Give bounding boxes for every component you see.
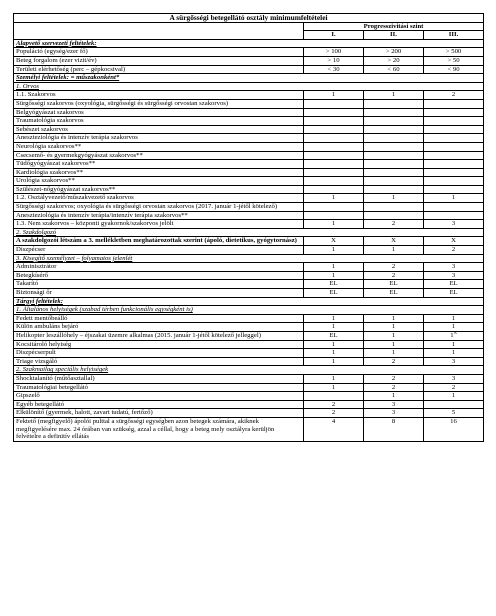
level-3-value	[424, 417, 484, 441]
row-label: Helikopter leszállóhely – éjszakai üzemre alkalmas (2015. január 1-jétől kötelező jelleggel)	[14, 331, 304, 340]
header-blank-cell	[14, 22, 304, 39]
level-3-value	[424, 99, 484, 108]
level-3-value	[424, 203, 484, 212]
cell-value: 2	[391, 220, 396, 228]
table-row	[14, 160, 484, 169]
cell-value: > 200	[385, 48, 402, 56]
level-1-value	[304, 211, 364, 220]
cell-value: EL	[449, 280, 458, 288]
level-3-value	[424, 160, 484, 169]
level-2-value	[364, 211, 424, 220]
level-2-value	[364, 117, 424, 126]
level-2-value	[364, 203, 424, 212]
level-3-value	[424, 91, 484, 100]
level-1-value	[304, 142, 364, 151]
table-row	[14, 349, 484, 358]
cell-value: 1	[451, 392, 456, 400]
table-row	[14, 392, 484, 401]
cell-value: < 90	[447, 65, 460, 73]
row-label: Neurológia szakorvos**	[14, 142, 304, 151]
cell-value: 1	[391, 246, 396, 254]
level-1-value	[304, 357, 364, 366]
level-2-value	[364, 349, 424, 358]
table-row	[14, 211, 484, 220]
level-2-value	[364, 99, 424, 108]
row-label: Gipszelő	[14, 392, 304, 401]
level-1-value	[304, 289, 364, 298]
cell-value: X	[451, 237, 456, 245]
row-label: Fektető (megfigyelő) ápolói pulttal a sürgősségi egységben azon betegek számára, akiknek megfigyelésére max. 24 órában van szükség, azzal a céllal, hogy a beteg mely osztályra kerüljön felvételre a definitív ellátás	[14, 417, 304, 441]
cell-value: > 10	[327, 56, 340, 64]
row-label: Tüdőgyógyászat szakorvos**	[14, 160, 304, 169]
cell-value: 1	[331, 271, 336, 279]
level-3-value	[424, 340, 484, 349]
cell-value: EL	[449, 289, 458, 296]
level-1-value	[304, 65, 364, 74]
level-1-value	[304, 314, 364, 323]
level-2-value	[364, 383, 424, 392]
section-heading: 2. Szakdolgozó	[14, 228, 484, 237]
level-1-value	[304, 220, 364, 229]
level-2-value	[364, 108, 424, 117]
table-row	[14, 323, 484, 332]
row-label: Aneszteziológia és intenzív terápia/intenzív terápia szakorvos**	[14, 211, 304, 220]
row-label: Sürgősségi szakorvos; oxyológia és sürgősségi orvostan szakorvos (2017. január 1-jétől kötelező)	[14, 203, 304, 212]
row-label: Szülészet-nőgyógyászat szakorvos**	[14, 185, 304, 194]
cell-value: 1	[451, 349, 456, 357]
level-header-1: I.	[304, 31, 364, 40]
level-3-value	[424, 374, 484, 383]
cell-value: 2	[391, 374, 396, 382]
level-3-value	[424, 117, 484, 126]
row-label: A szakdolgozói létszám a 3. mellékletben meghatározottak szerint (ápoló, dietetikus, gyógytornász)	[14, 237, 304, 246]
level-2-value	[364, 194, 424, 203]
cell-value: 1	[451, 340, 456, 348]
cell-value: 1	[391, 340, 396, 348]
cell-value: 1	[391, 194, 396, 202]
level-1-value	[304, 349, 364, 358]
cell-value: 1	[331, 374, 336, 382]
level-2-value	[364, 91, 424, 100]
table-row	[14, 56, 484, 65]
table-row	[14, 168, 484, 177]
table-row	[14, 340, 484, 349]
level-1-value	[304, 177, 364, 186]
level-1-value	[304, 400, 364, 409]
level-3-value	[424, 314, 484, 323]
level-2-value	[364, 134, 424, 143]
section-heading: Személyi feltételek: = műszakonként*	[14, 74, 484, 83]
level-3-value	[424, 48, 484, 57]
level-1-value	[304, 48, 364, 57]
table-row	[14, 314, 484, 323]
level-3-value	[424, 185, 484, 194]
cell-value: 5	[451, 409, 456, 417]
level-1-value	[304, 151, 364, 160]
level-2-value	[364, 340, 424, 349]
table-row	[14, 151, 484, 160]
cell-value: EL	[329, 331, 338, 339]
row-label: 1.1. Szakorvos	[14, 91, 304, 100]
level-1-value	[304, 417, 364, 441]
requirements-table	[13, 13, 484, 442]
row-label: Csecsemő- és gyermekgyógyászat szakorvos**	[14, 151, 304, 160]
level-header-2: II.	[364, 31, 424, 40]
level-1-value	[304, 99, 364, 108]
row-label: Területi elérhetőség (perc – gépkocsival)	[14, 65, 304, 74]
table-row	[14, 194, 484, 203]
level-1-value	[304, 56, 364, 65]
row-label: Külön ambuláns bejáró	[14, 323, 304, 332]
section-heading-row	[14, 74, 484, 83]
level-1-value	[304, 160, 364, 169]
table-row	[14, 289, 484, 298]
table-row	[14, 374, 484, 383]
cell-value: 3	[391, 400, 396, 408]
section-heading-row	[14, 228, 484, 237]
row-label: Betegkísérő	[14, 271, 304, 280]
level-3-value	[424, 349, 484, 358]
level-2-value	[364, 177, 424, 186]
row-label: Traumatológia szakorvos	[14, 117, 304, 126]
table-row	[14, 271, 484, 280]
level-3-value	[424, 56, 484, 65]
row-label: Shocktalanító (műtőasztallal)	[14, 374, 304, 383]
cell-value: 1	[331, 194, 336, 202]
table-row	[14, 125, 484, 134]
table-row	[14, 246, 484, 255]
row-label: Biztonsági őr	[14, 289, 304, 298]
level-2-value	[364, 374, 424, 383]
section-heading: Tárgyi feltételek:	[14, 297, 484, 306]
cell-value: 1	[331, 314, 336, 322]
table-row	[14, 185, 484, 194]
level-3-value	[424, 289, 484, 298]
level-2-value	[364, 289, 424, 298]
table-row	[14, 203, 484, 212]
row-label: Aneszteziológia és intenzív terápia szakorvos	[14, 134, 304, 143]
level-header-3: III.	[424, 31, 484, 40]
level-3-value	[424, 142, 484, 151]
level-1-value	[304, 392, 364, 401]
section-heading-row	[14, 306, 484, 315]
progress-level-header: Progresszivitási szint	[304, 22, 484, 31]
row-label: Sebészet szakorvos	[14, 125, 304, 134]
table-row	[14, 357, 484, 366]
cell-value: 1	[451, 194, 456, 202]
cell-value: 2	[451, 91, 456, 99]
cell-value: 1	[331, 340, 336, 348]
level-1-value	[304, 185, 364, 194]
level-2-value	[364, 125, 424, 134]
section-heading-row	[14, 39, 484, 48]
cell-value: 1	[331, 246, 336, 254]
table-row	[14, 134, 484, 143]
section-heading-row	[14, 297, 484, 306]
level-1-value	[304, 108, 364, 117]
row-label: 1.3. Nem szakorvos – központi gyakornok/szakorvos jelölt	[14, 220, 304, 229]
cell-value: 3	[391, 409, 396, 417]
level-2-value	[364, 280, 424, 289]
cell-value: 16	[450, 417, 457, 425]
table-row	[14, 99, 484, 108]
level-2-value	[364, 237, 424, 246]
table-row	[14, 263, 484, 272]
cell-value: < 60	[387, 65, 400, 73]
section-heading: Alapvető szervezeti feltételek:	[14, 39, 484, 48]
level-3-value	[424, 280, 484, 289]
row-label: Populáció (egység/ezer fő)	[14, 48, 304, 57]
level-3-value	[424, 168, 484, 177]
row-label: Elkülönítő (gyermek, halott, zavart tudatú, fertőző)	[14, 409, 304, 418]
cell-value: 1	[331, 349, 336, 357]
level-3-value	[424, 357, 484, 366]
cell-value: 2	[451, 246, 456, 254]
level-1-value	[304, 246, 364, 255]
row-label: Diszpécser	[14, 246, 304, 255]
row-label: Triage vizsgáló	[14, 357, 304, 366]
cell-value: 2	[391, 271, 396, 279]
level-2-value	[364, 400, 424, 409]
level-2-value	[364, 185, 424, 194]
level-1-value	[304, 203, 364, 212]
level-3-value	[424, 237, 484, 246]
row-label: Sürgősségi szakorvos (oxyológia, sürgősségi és sürgősségi orvostan szakorvos)	[14, 99, 304, 108]
section-heading-row	[14, 254, 484, 263]
row-label: Egyéb betegellátó	[14, 400, 304, 409]
section-heading: 1. Általános helyiségek (szabad térben funkcionális egységként is)	[14, 306, 484, 315]
cell-value: 1	[450, 331, 454, 339]
row-label: Kocsitároló helyiség	[14, 340, 304, 349]
cell-value: 1	[331, 220, 336, 228]
cell-value: 2	[331, 409, 336, 417]
title-row	[14, 14, 484, 23]
cell-value: X	[391, 237, 396, 245]
level-1-value	[304, 374, 364, 383]
row-label: Belgyógyászat szakorvos	[14, 108, 304, 117]
level-2-value	[364, 409, 424, 418]
level-2-value	[364, 246, 424, 255]
table-row	[14, 409, 484, 418]
level-2-value	[364, 392, 424, 401]
level-3-value	[424, 65, 484, 74]
level-1-value	[304, 134, 364, 143]
table-row	[14, 91, 484, 100]
cell-value: > 100	[325, 48, 342, 56]
level-3-value	[424, 108, 484, 117]
table-row	[14, 220, 484, 229]
cell-value: 2	[331, 400, 336, 408]
level-3-value	[424, 194, 484, 203]
level-1-value	[304, 340, 364, 349]
level-3-value	[424, 177, 484, 186]
level-2-value	[364, 168, 424, 177]
level-2-value	[364, 151, 424, 160]
level-2-value	[364, 357, 424, 366]
table-row	[14, 65, 484, 74]
level-3-value	[424, 271, 484, 280]
section-heading: 3. Kisegítő személyzet – folyamatos jelenlét	[14, 254, 484, 263]
row-label: Traumatológiai betegellátó	[14, 383, 304, 392]
table-row	[14, 237, 484, 246]
cell-value: > 20	[387, 56, 400, 64]
level-3-value	[424, 220, 484, 229]
cell-value: 2	[451, 383, 456, 391]
cell-value: 2	[391, 383, 396, 391]
level-3-value	[424, 392, 484, 401]
cell-value: 4	[331, 417, 336, 425]
cell-value: EL	[389, 280, 398, 288]
table-row	[14, 331, 484, 340]
cell-value: 1	[451, 323, 456, 331]
level-3-value	[424, 409, 484, 418]
cell-value: 1	[331, 357, 336, 365]
level-2-value	[364, 56, 424, 65]
cell-value: > 500	[445, 48, 462, 56]
cell-value: 3	[451, 263, 456, 271]
level-1-value	[304, 168, 364, 177]
row-label: Diszpécserpult	[14, 349, 304, 358]
cell-value: 1	[331, 91, 336, 99]
table-body	[14, 14, 484, 442]
level-2-value	[364, 48, 424, 57]
level-1-value	[304, 323, 364, 332]
level-1-value	[304, 271, 364, 280]
cell-value: 1	[391, 349, 396, 357]
cell-value: 1	[331, 263, 336, 271]
cell-value: 3	[451, 357, 456, 365]
cell-value: 2	[391, 357, 396, 365]
cell-value: > 50	[447, 56, 460, 64]
cell-value: 3	[451, 220, 456, 228]
level-3-value	[424, 246, 484, 255]
level-1-value	[304, 409, 364, 418]
row-label: Adminisztrátor	[14, 263, 304, 272]
table-row	[14, 417, 484, 441]
row-label: Kardiológia szakorvos**	[14, 168, 304, 177]
cell-value: 3	[451, 271, 456, 279]
level-3-value	[424, 211, 484, 220]
table-row	[14, 48, 484, 57]
cell-value: EL	[329, 289, 338, 296]
level-1-value	[304, 91, 364, 100]
row-label: 1.2. Osztályvezető/műszakvezető szakorvos	[14, 194, 304, 203]
level-1-value	[304, 194, 364, 203]
level-1-value	[304, 117, 364, 126]
level-3-value	[424, 263, 484, 272]
cell-value: 1	[331, 323, 336, 331]
cell-value: 1	[331, 383, 336, 391]
cell-value: EL	[389, 289, 398, 296]
level-1-value	[304, 280, 364, 289]
table-row	[14, 108, 484, 117]
level-2-value	[364, 314, 424, 323]
table-row	[14, 177, 484, 186]
section-heading: 1. Orvos	[14, 82, 484, 91]
level-3-value	[424, 134, 484, 143]
level-1-value	[304, 263, 364, 272]
table-title: A sürgősségi betegellátó osztály minimumfeltételei	[14, 14, 484, 23]
row-label: Urológia szakorvos**	[14, 177, 304, 186]
cell-value: 2	[391, 263, 396, 271]
cell-value: < 30	[327, 65, 340, 73]
cell-value: 3	[451, 374, 456, 382]
row-label: Fedett mentőbeálló	[14, 314, 304, 323]
table-row	[14, 383, 484, 392]
level-2-value	[364, 263, 424, 272]
level-1-value	[304, 383, 364, 392]
level-3-value	[424, 151, 484, 160]
cell-value: 1	[391, 314, 396, 322]
level-2-value	[364, 142, 424, 151]
level-3-value	[424, 383, 484, 392]
cell-value: EL	[329, 280, 338, 288]
level-2-value	[364, 220, 424, 229]
footnote-marker: A	[453, 329, 457, 335]
cell-value: 1	[391, 331, 396, 339]
level-3-value	[424, 400, 484, 409]
row-label: Beteg forgalom (ezer vizit/év)	[14, 56, 304, 65]
level-2-value	[364, 323, 424, 332]
cell-value: X	[331, 237, 336, 245]
cell-value: 8	[391, 417, 396, 425]
cell-value: 1	[451, 314, 456, 322]
level-2-value	[364, 417, 424, 441]
level-2-value	[364, 331, 424, 340]
level-3-value	[424, 331, 484, 340]
cell-value: 1	[391, 392, 396, 400]
cell-value: 1	[391, 323, 396, 331]
level-2-value	[364, 271, 424, 280]
level-1-value	[304, 125, 364, 134]
table-row	[14, 117, 484, 126]
header-row-progress	[14, 22, 484, 31]
table-row	[14, 142, 484, 151]
level-3-value	[424, 125, 484, 134]
table-row	[14, 280, 484, 289]
level-2-value	[364, 160, 424, 169]
level-1-value	[304, 331, 364, 340]
table-row	[14, 400, 484, 409]
section-heading: 2. Szakmailag speciális helyiségek	[14, 366, 484, 375]
section-heading-row	[14, 366, 484, 375]
cell-value: 1	[391, 91, 396, 99]
row-label: Takarító	[14, 280, 304, 289]
level-1-value	[304, 237, 364, 246]
section-heading-row	[14, 82, 484, 91]
level-2-value	[364, 65, 424, 74]
